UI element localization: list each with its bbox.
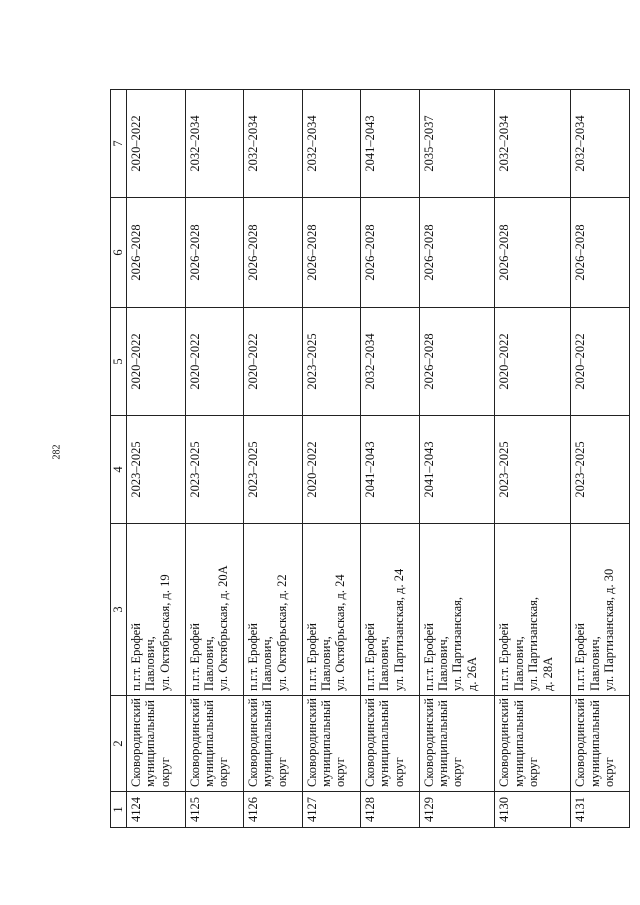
district-cell <box>571 696 630 792</box>
district-cell-line: муниципальный <box>587 700 602 787</box>
district-cell-line: округ <box>450 757 465 787</box>
period-col6-cell: 2026–2028 <box>571 198 630 308</box>
period-col7-cell: 2032–2034 <box>571 90 630 198</box>
column-number: 5 <box>111 308 127 416</box>
period-col6-cell: 2026–2028 <box>495 198 571 308</box>
district-cell-line: Сковородинский <box>363 698 377 787</box>
table-row <box>419 90 495 828</box>
rotated-page-content <box>110 90 630 828</box>
period-col7-cell: 2032–2034 <box>185 90 244 198</box>
row-id-cell: 4129 <box>419 792 495 828</box>
district-cell-line: Сковородинский <box>573 698 588 787</box>
district-cell-line: муниципальный <box>260 700 275 787</box>
row-id-cell: 4127 <box>302 792 361 828</box>
period-col5-cell: 2026–2028 <box>419 308 495 416</box>
district-cell-line: муниципальный <box>143 700 158 787</box>
district-cell-line: округ <box>391 757 406 787</box>
district-cell <box>419 696 495 792</box>
period-col7-cell: 2032–2034 <box>302 90 361 198</box>
column-number: 7 <box>111 90 127 198</box>
address-cell-line: Павлович, <box>435 636 450 691</box>
period-col4-cell: 2023–2025 <box>127 416 186 524</box>
address-cell-line: п.г.т. Ерофей <box>363 623 377 691</box>
schedule-table <box>110 89 630 828</box>
period-col7-cell: 2032–2034 <box>495 90 571 198</box>
district-cell <box>361 696 420 792</box>
district-cell-line: муниципальный <box>201 700 216 787</box>
district-cell-line: Сковородинский <box>246 698 260 787</box>
period-col4-cell: 2023–2025 <box>571 416 630 524</box>
column-number-row <box>111 90 127 828</box>
district-cell-line: Сковородинский <box>187 698 202 787</box>
district-cell-line: округ <box>526 757 541 787</box>
district-cell <box>495 696 571 792</box>
district-cell-line: Сковородинский <box>421 698 436 787</box>
district-cell-line: Сковородинский <box>129 698 143 787</box>
address-cell <box>302 524 361 696</box>
row-id-cell: 4126 <box>244 792 303 828</box>
address-cell-line: п.г.т. Ерофей <box>573 623 588 691</box>
address-cell-line: ул. Октябрьская, д. 22 <box>274 574 289 691</box>
district-cell-line: округ <box>274 757 289 787</box>
address-cell-line: д. 28А <box>540 656 555 691</box>
column-number: 2 <box>111 696 127 792</box>
address-cell-line: ул. Октябрьская, д. 20А <box>216 565 231 691</box>
table-row <box>495 90 571 828</box>
address-cell-line: ул. Партизанская, <box>526 596 541 691</box>
address-cell <box>419 524 495 696</box>
period-col5-cell: 2032–2034 <box>361 308 420 416</box>
table-row <box>361 90 420 828</box>
period-col6-cell: 2026–2028 <box>244 198 303 308</box>
district-cell-line: Сковородинский <box>304 698 319 787</box>
address-cell <box>244 524 303 696</box>
period-col4-cell: 2023–2025 <box>185 416 244 524</box>
district-cell <box>185 696 244 792</box>
period-col7-cell: 2032–2034 <box>244 90 303 198</box>
period-col4-cell: 2023–2025 <box>495 416 571 524</box>
table-row <box>244 90 303 828</box>
row-id-cell: 4124 <box>127 792 186 828</box>
address-cell-line: ул. Октябрьская, д. 24 <box>333 574 348 691</box>
address-cell <box>361 524 420 696</box>
table-row <box>302 90 361 828</box>
row-id-cell: 4131 <box>571 792 630 828</box>
period-col7-cell: 2035–2037 <box>419 90 495 198</box>
period-col5-cell: 2020–2022 <box>244 308 303 416</box>
district-cell <box>302 696 361 792</box>
address-cell-line: Павлович, <box>260 636 275 691</box>
address-cell-line: ул. Партизанская, <box>450 596 465 691</box>
district-cell-line: муниципальный <box>377 700 392 787</box>
district-cell-line: округ <box>602 757 617 787</box>
address-cell <box>571 524 630 696</box>
address-cell-line: п.г.т. Ерофей <box>187 623 202 691</box>
period-col5-cell: 2020–2022 <box>495 308 571 416</box>
table-row <box>571 90 630 828</box>
district-cell <box>127 696 186 792</box>
period-col6-cell: 2026–2028 <box>302 198 361 308</box>
address-cell-line: ул. Партизанская, д. 24 <box>391 568 406 691</box>
period-col7-cell: 2041–2043 <box>361 90 420 198</box>
column-number: 1 <box>111 792 127 828</box>
period-col7-cell: 2020–2022 <box>127 90 186 198</box>
period-col5-cell: 2020–2022 <box>127 308 186 416</box>
district-cell-line: муниципальный <box>511 700 526 787</box>
address-cell-line: п.г.т. Ерофей <box>246 623 260 691</box>
district-cell-line: муниципальный <box>435 700 450 787</box>
address-cell-line: п.г.т. Ерофей <box>304 623 319 691</box>
address-cell-line: п.г.т. Ерофей <box>129 623 143 691</box>
period-col4-cell: 2041–2043 <box>361 416 420 524</box>
address-cell <box>127 524 186 696</box>
district-cell-line: муниципальный <box>318 700 333 787</box>
address-cell-line: Павлович, <box>143 636 158 691</box>
address-cell-line: п.г.т. Ерофей <box>497 623 512 691</box>
table-row <box>127 90 186 828</box>
period-col6-cell: 2026–2028 <box>361 198 420 308</box>
address-cell-line: Павлович, <box>201 636 216 691</box>
period-col4-cell: 2041–2043 <box>419 416 495 524</box>
address-cell-line: п.г.т. Ерофей <box>421 623 436 691</box>
district-cell-line: Сковородинский <box>497 698 512 787</box>
address-cell-line: Павлович, <box>511 636 526 691</box>
column-number: 3 <box>111 524 127 696</box>
period-col6-cell: 2026–2028 <box>127 198 186 308</box>
row-id-cell: 4125 <box>185 792 244 828</box>
address-cell-line: ул. Октябрьская, д. 19 <box>157 574 172 691</box>
address-cell-line: Павлович, <box>318 636 333 691</box>
period-col5-cell: 2023–2025 <box>302 308 361 416</box>
table-body <box>127 90 630 828</box>
page-number: 282 <box>51 444 63 460</box>
address-cell <box>495 524 571 696</box>
address-cell-line: д. 26А <box>464 656 479 691</box>
district-cell <box>244 696 303 792</box>
district-cell-line: округ <box>157 757 172 787</box>
address-cell <box>185 524 244 696</box>
column-number: 4 <box>111 416 127 524</box>
row-id-cell: 4130 <box>495 792 571 828</box>
period-col5-cell: 2020–2022 <box>571 308 630 416</box>
district-cell-line: округ <box>333 757 348 787</box>
address-cell-line: ул. Партизанская, д. 30 <box>602 568 617 691</box>
district-cell-line: округ <box>216 757 231 787</box>
period-col6-cell: 2026–2028 <box>419 198 495 308</box>
address-cell-line: Павлович, <box>587 636 602 691</box>
address-cell-line: Павлович, <box>377 636 392 691</box>
period-col6-cell: 2026–2028 <box>185 198 244 308</box>
period-col4-cell: 2020–2022 <box>302 416 361 524</box>
period-col5-cell: 2020–2022 <box>185 308 244 416</box>
column-number: 6 <box>111 198 127 308</box>
table-row <box>185 90 244 828</box>
row-id-cell: 4128 <box>361 792 420 828</box>
period-col4-cell: 2023–2025 <box>244 416 303 524</box>
